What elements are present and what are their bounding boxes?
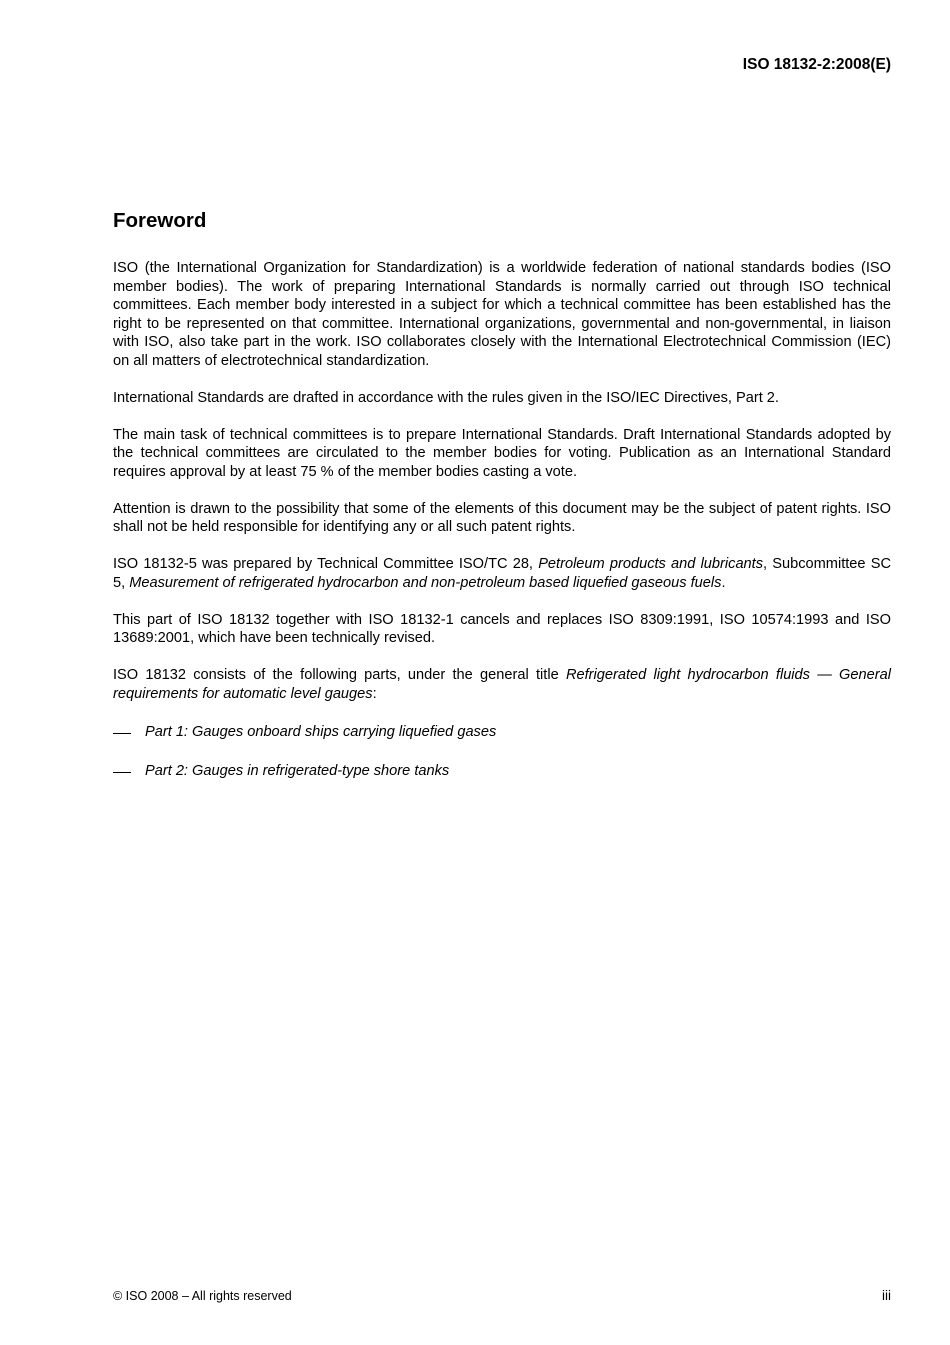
copyright-notice: © ISO 2008 – All rights reserved: [113, 1289, 292, 1303]
paragraph-directives: International Standards are drafted in accordance with the rules given in the ISO/IEC Directives, Part 2.: [113, 389, 779, 406]
subcommittee-title: Measurement of refrigerated hydrocarbon and non-petroleum based liquefied gaseous fuels: [129, 574, 722, 591]
paragraph-iso-intro: ISO (the International Organization for Standardization) is a worldwide federation of national standards bodies (ISO member bodies). The work of preparing International Standards is normally carried out through ISO technical committees. Each member body interested in a subject for which a technical committee has been established has the right to be represented on that committee. International organizations, governmental and non-governmental, in liaison with ISO, also take part in the work. ISO collaborates closely with the International Electrotechnical Commission (IEC) on all matters of electrotechnical standardization.: [113, 260, 891, 369]
prepared-by-period: .: [721, 574, 726, 591]
paragraph-prepared-by: [113, 555, 891, 592]
foreword-body: [113, 259, 891, 801]
part-1-label: Part 1: Gauges onboard ships carrying liquefied gases: [145, 724, 497, 740]
list-item: [113, 762, 891, 781]
paragraph-committee-task: The main task of technical committees is to prepare International Standards. Draft International Standards adopted by the technical committees are circulated to the member bodies for voting. Publication as an International Standard requires approval by at least 75 % of the member bodies casting a vote.: [113, 426, 891, 480]
prepared-by-text: ISO 18132-5 was prepared by Technical Committee ISO/TC 28,: [113, 556, 539, 572]
subcommittee-text: , Subcommittee SC 5,: [113, 556, 891, 591]
part-2-label: Part 2: Gauges in refrigerated-type shore tanks: [145, 763, 450, 779]
page-title: Foreword: [113, 209, 207, 232]
list-item: [113, 723, 891, 742]
paragraph-cancels-replaces: This part of ISO 18132 together with ISO 18132-1 cancels and replaces ISO 8309:1991, ISO 10574:1993 and ISO 13689:2001, which have been technically revised.: [113, 611, 891, 646]
general-title: Refrigerated light hydrocarbon fluids — General requirements for automatic level gauges: [113, 667, 891, 702]
parts-intro-colon: :: [372, 685, 377, 702]
page-number: iii: [882, 1288, 891, 1303]
dash-bullet-icon: [113, 733, 131, 734]
paragraph-patent-rights: Attention is drawn to the possibility that some of the elements of this document may be the subject of patent rights. ISO shall not be held responsible for identifying any or all such patent rights.: [113, 500, 891, 535]
document-identifier: ISO 18132-2:2008(E): [742, 56, 891, 73]
committee-title: Petroleum products and lubricants: [538, 556, 764, 572]
paragraph-parts-intro: [113, 666, 891, 703]
dash-bullet-icon: [113, 772, 131, 773]
parts-intro-text: ISO 18132 consists of the following parts, under the general title: [113, 667, 566, 683]
